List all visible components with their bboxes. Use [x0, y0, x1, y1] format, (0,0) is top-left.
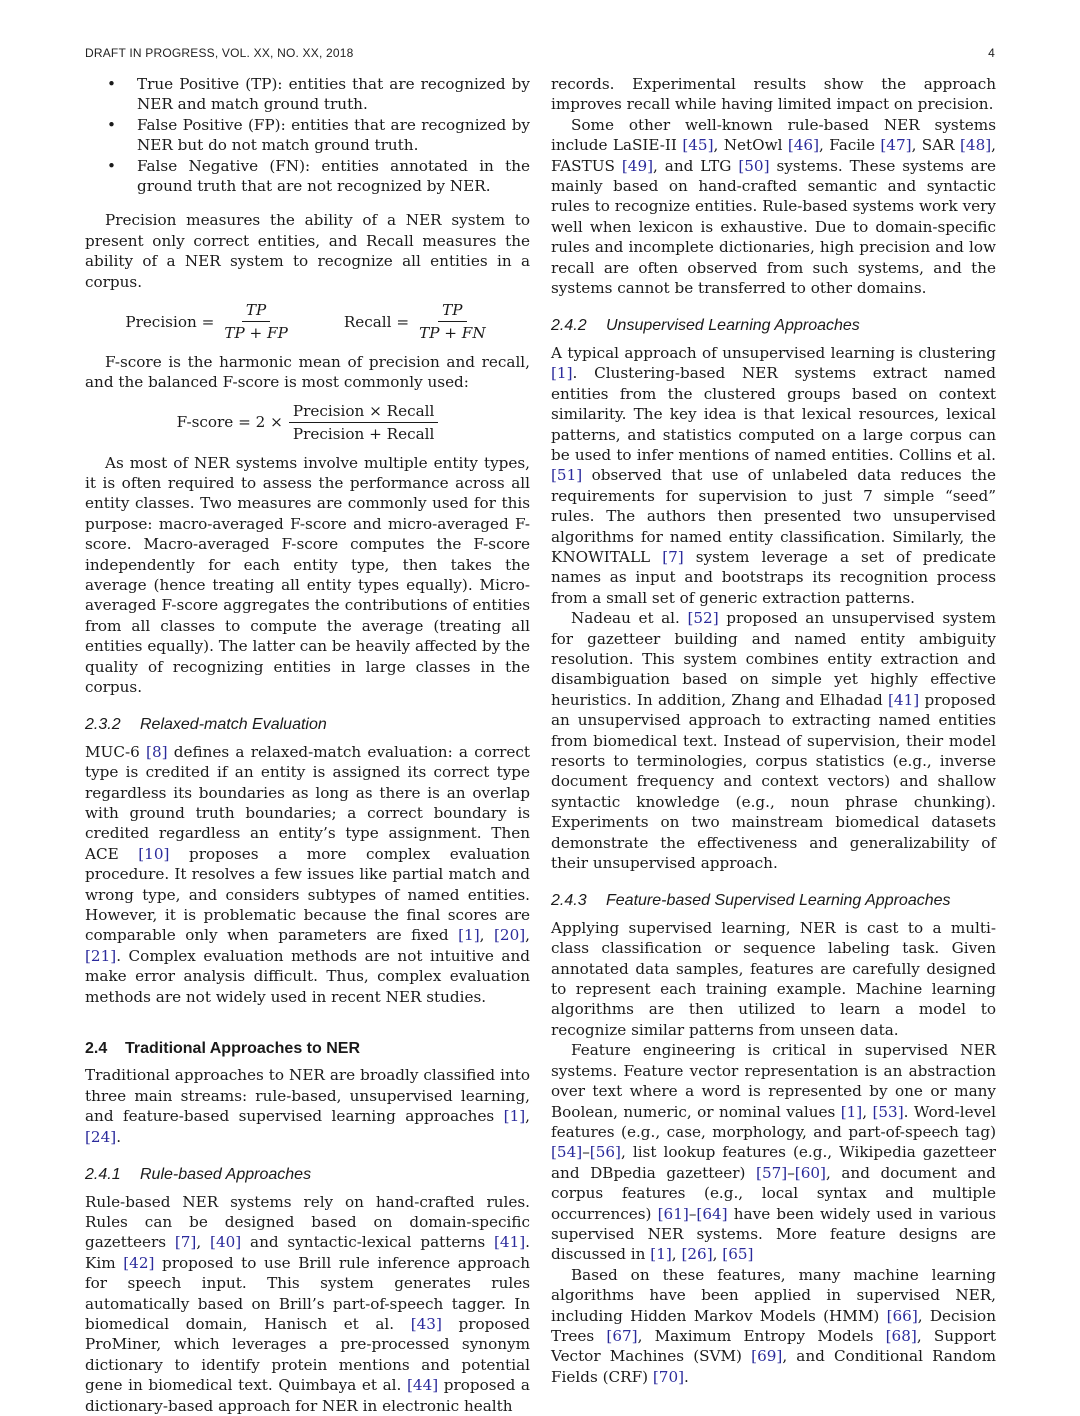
paragraph: F-score is the harmonic mean of precision and recall, and the balanced F-score is most commonly used:	[85, 352, 530, 392]
citation-link[interactable]: [70]	[652, 1367, 685, 1386]
section-heading-2-4-1	[85, 1165, 530, 1185]
paragraph	[85, 742, 530, 1007]
text-run: . Complex evaluation methods are not intuitive and make error analysis difficult. Thus, complex evaluation methods are not widely used in recent NER studies.	[85, 946, 530, 1006]
citation-link[interactable]: [42]	[123, 1253, 155, 1272]
eq-recall-lhs: Recall =	[343, 312, 410, 331]
text-run: Nadeau et al.	[571, 609, 688, 628]
citation-link[interactable]: [46]	[787, 136, 819, 155]
paragraph	[551, 343, 996, 608]
text-run: ,	[196, 1233, 211, 1252]
section-heading-2-4	[85, 1039, 530, 1059]
citation-link[interactable]: [47]	[880, 136, 912, 155]
citation-link[interactable]: [1]	[458, 926, 480, 945]
text-run: –	[582, 1143, 590, 1162]
citation-link[interactable]: [53]	[872, 1102, 904, 1121]
section-title: Feature-based Supervised Learning Approaches	[606, 892, 951, 910]
text-run: , Decision Trees	[551, 1306, 996, 1345]
text-run: –	[688, 1204, 697, 1223]
paragraph	[551, 1040, 996, 1264]
citation-link[interactable]: [48]	[959, 136, 992, 155]
section-number: 2.4.2	[551, 317, 587, 335]
list-item: • False Negative (FN): entities annotated in the ground truth that are not recognized by NER.	[137, 156, 530, 197]
numerator: Precision × Recall	[289, 401, 439, 423]
metric-definitions-list	[85, 74, 530, 196]
right-column	[551, 74, 996, 1387]
page-number: 4	[988, 46, 995, 60]
paragraph	[85, 1192, 530, 1416]
text-run: Feature engineering is critical in supervised NER systems. Feature vector representation is an abstraction over text where a word is represented by one or many Boolean, numeric, or nominal values	[551, 1041, 996, 1121]
section-number: 2.4.1	[85, 1166, 121, 1184]
citation-link[interactable]: [40]	[210, 1233, 242, 1252]
text-run: Rule-based NER systems rely on hand-crafted rules. Rules can be designed based on domain-specific gazetteers	[85, 1192, 530, 1252]
text-run: ,	[525, 926, 530, 945]
citation-link[interactable]: [20]	[493, 926, 526, 945]
denominator: Precision + Recall	[292, 425, 435, 444]
section-title: Unsupervised Learning Approaches	[606, 317, 860, 335]
citation-link[interactable]: [65]	[722, 1245, 754, 1264]
paragraph: Applying supervised learning, NER is cast to a multi-class classification or sequence labeling task. Given annotated data samples, features are carefully designed to represent each training example. Machine learning algorithms are then utilized to learn a model to recognize similar patterns from unseen data.	[551, 918, 996, 1039]
section-number: 2.3.2	[85, 716, 121, 734]
left-column	[85, 74, 530, 1416]
paragraph: records. Experimental results show the approach improves recall while having limited impact on precision.	[551, 75, 996, 114]
precision-fraction	[220, 300, 292, 344]
citation-link[interactable]: [1]	[840, 1102, 863, 1121]
text-run: Traditional approaches to NER are broadly classified into three main streams: rule-based, unsupervised learning, and feature-based supervised learning approaches	[85, 1066, 530, 1126]
citation-link[interactable]: [26]	[681, 1245, 713, 1264]
list-item: • True Positive (TP): entities that are recognized by NER and match ground truth.	[137, 74, 530, 115]
text-run: proposed an unsupervised system for gazetteer building and named entity ambiguity resolution. This system combines entity extraction and disambiguation based on simple yet highly effective heuristics. In addition, Zhang and Elhadad	[551, 609, 996, 709]
citation-link[interactable]: [1]	[551, 364, 573, 383]
citation-link[interactable]: [57]	[756, 1163, 788, 1182]
fscore-fraction	[289, 401, 439, 445]
citation-link[interactable]: [41]	[888, 690, 920, 709]
citation-link[interactable]: [7]	[662, 547, 684, 566]
citation-link[interactable]: [41]	[493, 1233, 526, 1252]
text-run: . Word-level features (e.g., case, morphology, and part-of-speech tag)	[551, 1102, 996, 1141]
running-header	[85, 46, 995, 60]
eq-precision-lhs: Precision =	[125, 312, 215, 331]
text-run: Some other well-known rule-based NER systems include LaSIE-II	[551, 115, 996, 155]
equation-fscore	[85, 401, 530, 445]
text-run: proposed to use Brill rule inference approach for speech input. This system generates rules automatically based on Brill’s part-of-speech tagger. In biomedical domain, Hanisch et al.	[85, 1253, 530, 1333]
text-run: , Facile	[819, 136, 881, 155]
text-run: .	[116, 1127, 122, 1146]
citation-link[interactable]: [64]	[696, 1204, 728, 1223]
text-run: have been widely used in various supervised NER systems. More feature designs are discussed in	[551, 1204, 996, 1264]
paragraph	[551, 115, 996, 299]
citation-link[interactable]: [49]	[621, 156, 654, 175]
section-title: Traditional Approaches to NER	[125, 1040, 360, 1058]
citation-link[interactable]: [52]	[687, 609, 719, 628]
text-run: observed that use of unlabeled data reduces the requirements for supervision to just 7 simple “seed” rules. The authors then presented two unsupervised algorithms for named entity classification. Similarly, the KNOWITALL	[551, 466, 996, 566]
text-run: and syntactic-lexical patterns	[241, 1233, 494, 1252]
text-run: , and Conditional Random Fields (CRF)	[551, 1347, 996, 1386]
list-item: • False Positive (FP): entities that are recognized by NER but do not match ground truth.	[137, 115, 530, 156]
citation-link[interactable]: [10]	[138, 844, 170, 863]
citation-link[interactable]: [21]	[85, 946, 117, 965]
text-run: A typical approach of unsupervised learning is clustering	[551, 343, 996, 362]
citation-link[interactable]: [44]	[406, 1376, 439, 1395]
citation-link[interactable]: [69]	[751, 1347, 783, 1366]
citation-link[interactable]: [54]	[551, 1143, 583, 1162]
section-heading-2-4-3	[551, 891, 996, 911]
citation-link[interactable]: [60]	[794, 1163, 826, 1182]
section-title: Relaxed-match Evaluation	[140, 716, 327, 734]
numerator: TP	[438, 300, 466, 322]
paragraph	[85, 1065, 530, 1147]
denominator: TP + FP	[224, 324, 288, 343]
section-number: 2.4	[85, 1040, 108, 1058]
text-run: , and document and corpus features (e.g., local syntax and multiple occurrences)	[551, 1163, 996, 1223]
paragraph	[551, 608, 996, 873]
text-run: MUC-6	[85, 742, 147, 761]
text-run: proposed an unsupervised approach to extracting named entities from biomedical text. Instead of supervision, their model resorts to terminologies, corpus statistics (e.g., inverse document frequency and context vectors) and shallow syntactic knowledge (e.g., noun phrase chunking). Experiments on two mainstream biomedical datasets demonstrate the effectiveness and generalizability of their unsupervised approach.	[551, 690, 996, 873]
text-run: , and LTG	[653, 156, 739, 175]
text-run: proposed a dictionary-based approach for NER in electronic health	[85, 1376, 530, 1415]
text-run: proposed ProMiner, which leverages a pre-processed synonym dictionary to identify protein mentions and potential gene in biomedical text. Quimbaya et al.	[85, 1314, 530, 1395]
citation-link[interactable]: [61]	[657, 1204, 689, 1223]
text-run: ,	[479, 926, 494, 945]
text-run: ,	[671, 1245, 682, 1264]
citation-link[interactable]: [51]	[551, 466, 583, 485]
citation-link[interactable]: [24]	[85, 1127, 117, 1146]
text-run: defines a relaxed-match evaluation: a correct type is credited if an entity is assigned its correct type regardless its boundaries as long as there is an overlap with ground truth boundaries; a correct boundary is credited regardless an entity’s type assignment. Then ACE	[85, 742, 530, 863]
eq-fscore-lhs: F-score = 2 ×	[176, 413, 283, 432]
text-run: , FASTUS	[551, 136, 996, 175]
section-title: Rule-based Approaches	[140, 1166, 312, 1184]
text-run: .	[684, 1367, 689, 1386]
running-title: DRAFT IN PROGRESS, VOL. XX, NO. XX, 2018	[85, 46, 354, 60]
text-run: . Clustering-based NER systems extract named entities from the clustered groups based on context similarity. The key idea is that lexical resources, lexical patterns, and statistics computed on a large corpus can be used to infer mentions of named entities. Collins et al.	[551, 364, 996, 464]
text-run: . Kim	[85, 1233, 530, 1272]
text-run: system leverage a set of predicate names as input and bootstraps its recognition process from a small set of generic extraction patterns.	[551, 547, 996, 607]
section-number: 2.4.3	[551, 892, 587, 910]
text-run: , list lookup features (e.g., Wikipedia gazetteer and DBpedia gazetteer)	[551, 1143, 996, 1182]
citation-link[interactable]: [7]	[174, 1233, 197, 1252]
citation-link[interactable]: [66]	[886, 1306, 918, 1325]
recall-fraction	[415, 300, 490, 344]
citation-link[interactable]: [56]	[589, 1143, 621, 1162]
citation-link[interactable]: [43]	[410, 1314, 442, 1333]
text-run: proposes a more complex evaluation procedure. It resolves a few issues like partial match and wrong type, and considers subtypes of named entities. However, it is problematic because the final scores are comparable only when parameters are fixed	[85, 844, 530, 945]
paragraph: Precision measures the ability of a NER system to present only correct entities, and Recall measures the ability of a NER system to recognize all entities in a corpus.	[85, 211, 530, 291]
paragraph: As most of NER systems involve multiple entity types, it is often required to assess the performance across all entity classes. Two measures are commonly used for this purpose: macro-averaged F-score and micro-averaged F-score. Macro-averaged F-score computes the F-score independently for each entity type, then takes the average (hence treating all entity types equally). Micro-averaged F-score aggregates the contributions of entities from all classes to compute the average (treating all entities equally). The latter can be heavily affected by the quality of recognizing entities in large classes in the corpus.	[85, 453, 530, 696]
text-run: ,	[525, 1107, 530, 1126]
text-run: , Maximum Entropy Models	[637, 1326, 886, 1345]
text-run: –	[787, 1163, 795, 1182]
citation-link[interactable]: [68]	[885, 1326, 917, 1345]
text-run: , Support Vector Machines (SVM)	[551, 1326, 996, 1366]
section-heading-2-3-2	[85, 715, 530, 735]
citation-link[interactable]: [45]	[682, 136, 714, 155]
citation-link[interactable]: [50]	[738, 156, 770, 175]
section-heading-2-4-2	[551, 316, 996, 336]
citation-link[interactable]: [1]	[650, 1245, 672, 1264]
text-run: systems. These systems are mainly based on hand-crafted semantic and syntactic rules to recognize entities. Rule-based systems work very well when lexicon is exhaustive. Due to domain-specific rules and incomplete dictionaries, high precision and low recall are often observed from such systems, and the systems cannot be transferred to other domains.	[551, 156, 996, 298]
citation-link[interactable]: [8]	[146, 742, 168, 761]
text-run: Based on these features, many machine learning algorithms have been applied in supervised NER, including Hidden Markov Models (HMM)	[551, 1265, 996, 1325]
text-run: ,	[712, 1245, 723, 1264]
citation-link[interactable]: [1]	[503, 1107, 526, 1126]
paragraph	[551, 1265, 996, 1387]
citation-link[interactable]: [67]	[606, 1326, 638, 1345]
denominator: TP + FN	[419, 324, 486, 343]
equation-precision-recall	[85, 300, 530, 344]
numerator: TP	[242, 300, 270, 322]
text-run: ,	[862, 1102, 873, 1121]
text-run: , NetOwl	[713, 136, 788, 155]
text-run: , SAR	[911, 136, 960, 155]
